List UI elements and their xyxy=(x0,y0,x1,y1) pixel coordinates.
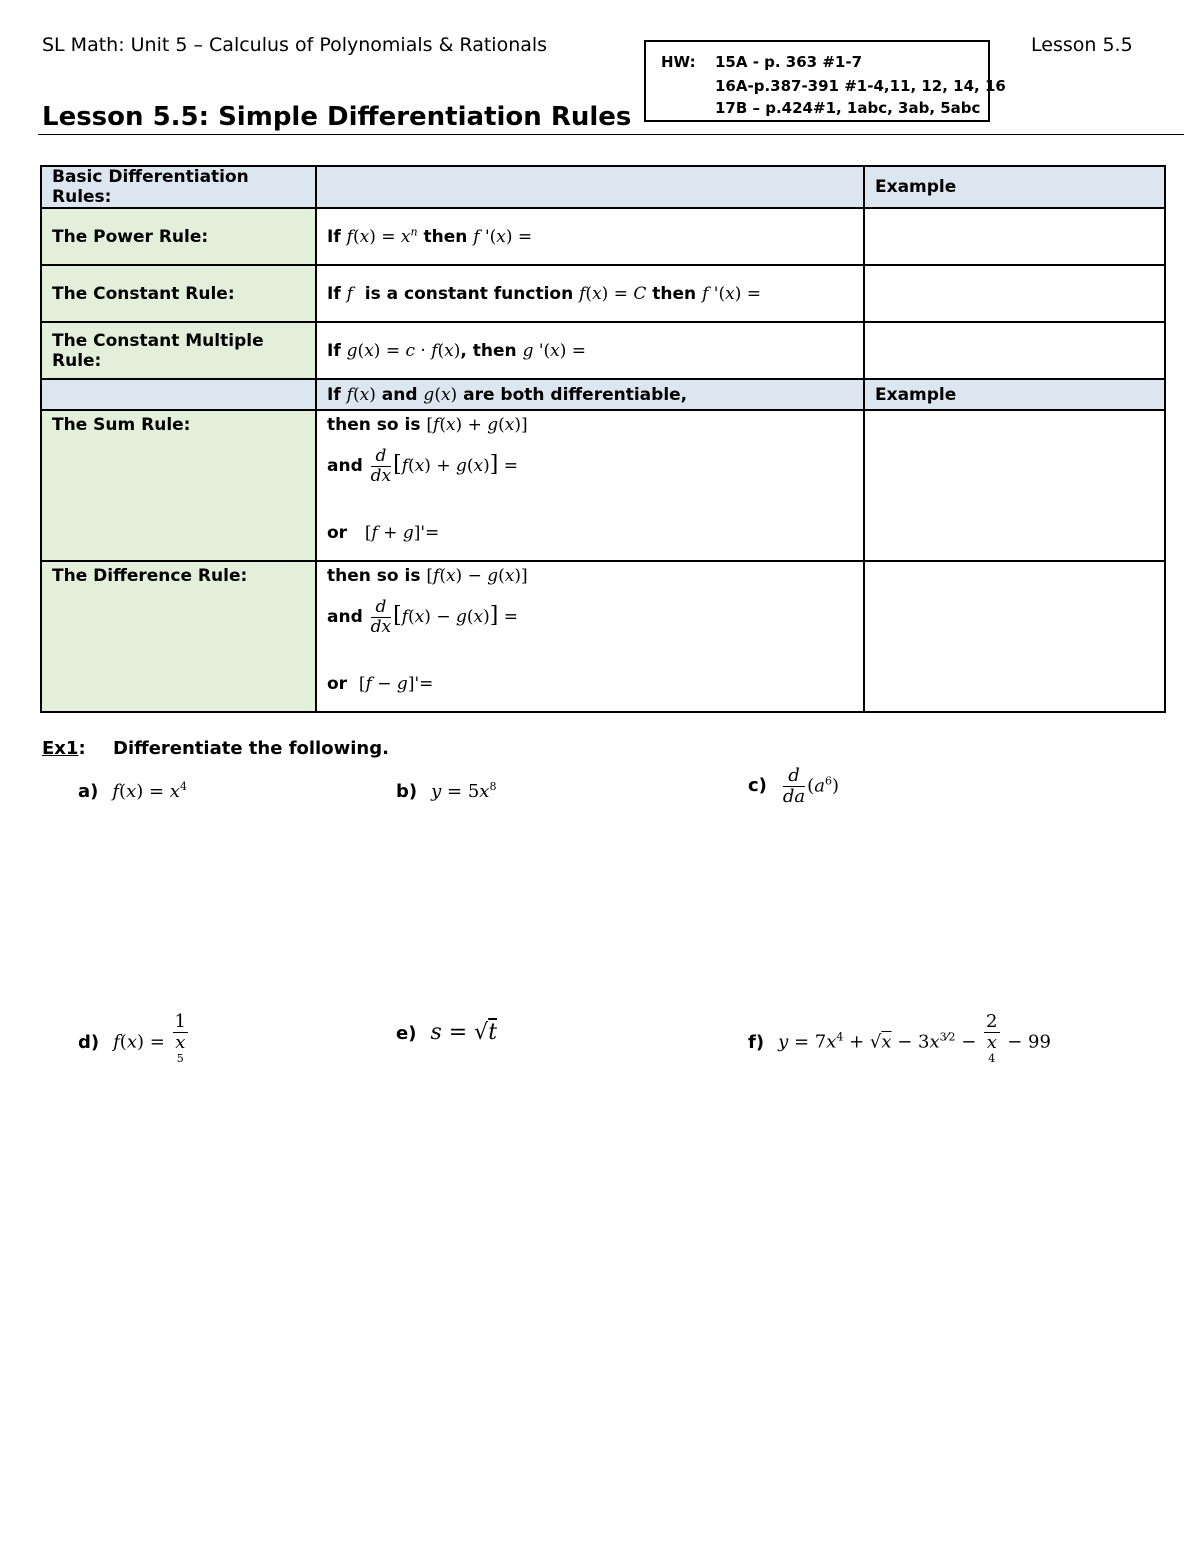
table-header-example: Example xyxy=(864,166,1165,208)
problem-b: b) $y = 5x^8$ xyxy=(396,780,497,802)
difference-rule-label: The Difference Rule: xyxy=(41,561,316,712)
then-so-is-text: then so is xyxy=(327,566,421,586)
or-text: or xyxy=(327,674,348,694)
if-text: If xyxy=(327,283,341,304)
problem-e: e) s = √t xyxy=(396,1020,498,1045)
constant-multiple-rule-cell: If g(x) = c · f(x), then g '(x) = xyxy=(316,322,864,379)
problem-d: d) f(x) = 1 x $^5$ xyxy=(78,1011,186,1065)
problem-a: a) $f(x) = x^4$ xyxy=(78,780,187,802)
rules-table xyxy=(40,165,1166,713)
then-so-is-text: then so is xyxy=(327,415,421,435)
table-header-row xyxy=(41,166,1165,208)
power-rule-cell: If $f(x) = x^n$ then f '(x) = xyxy=(316,208,864,265)
homework-box xyxy=(644,40,1006,122)
then-text: then xyxy=(652,283,697,304)
constant-rule-example xyxy=(864,265,1165,322)
constant-multiple-rule-example xyxy=(864,322,1165,379)
problem-label: c) xyxy=(748,775,767,797)
table-row xyxy=(41,265,1165,322)
table-row xyxy=(41,410,1165,561)
if-text: If xyxy=(327,384,341,405)
power-rule-example xyxy=(864,208,1165,265)
table-row xyxy=(41,208,1165,265)
then-text: then xyxy=(423,227,468,248)
or-text: or xyxy=(327,523,348,543)
differentiable-text: are both differentiable, xyxy=(463,384,688,405)
course-title: SL Math: Unit 5 – Calculus of Polynomials & Rationals xyxy=(42,34,548,56)
example-title-text: Ex1 xyxy=(42,738,79,759)
homework-label: HW: xyxy=(661,53,696,71)
table-header-blank xyxy=(316,166,864,208)
constant-rule-label: The Constant Rule: xyxy=(41,265,316,322)
problem-label: a) xyxy=(78,781,99,802)
subheader-differentiable: If f(x) and g(x) are both differentiable, xyxy=(316,379,864,410)
problem-label: b) xyxy=(396,781,418,802)
problem-label: f) xyxy=(748,1031,765,1053)
table-row xyxy=(41,561,1165,712)
table-row xyxy=(41,322,1165,379)
constant-multiple-rule-label: The Constant Multiple Rule: xyxy=(41,322,316,379)
sum-rule-example xyxy=(864,410,1165,561)
difference-rule-cell: then so is [f(x) − g(x)] and $\frac{d}{dx}$ [f(x) − g(x)] = or [f − g]'= xyxy=(316,561,864,712)
and-text: and xyxy=(327,607,363,628)
problem-f: f) $y = 7x^4 + √x - 3x^{3⁄2}$ − 2 x $^4$ − 99 xyxy=(748,1011,1051,1065)
table-header-rules: Basic Differentiation Rules: xyxy=(41,166,316,208)
homework-line: 16A-p.387-391 #1-4,11, 12, 14, 16 xyxy=(715,77,1006,95)
power-rule-label: The Power Rule: xyxy=(41,208,316,265)
homework-line: 17B – p.424#1, 1abc, 3ab, 5abc xyxy=(715,99,981,117)
sum-rule-label: The Sum Rule: xyxy=(41,410,316,561)
problem-label: e) xyxy=(396,1023,417,1044)
problem-c: c) $\frac{d}{da}$ $(a^6)$ xyxy=(748,765,839,807)
homework-line: 15A - p. 363 #1-7 xyxy=(715,53,863,71)
difference-rule-example xyxy=(864,561,1165,712)
constant-rule-cell: If f is a constant function f(x) = C then f '(x) = xyxy=(316,265,864,322)
lesson-number: Lesson 5.5 xyxy=(1031,34,1133,56)
subheader-example: Example xyxy=(864,379,1165,410)
subheader-blank xyxy=(41,379,316,410)
example-instruction: Differentiate the following. xyxy=(113,738,389,759)
example-title: Ex1: xyxy=(42,738,86,759)
problem-label: d) xyxy=(78,1031,100,1053)
if-text: If xyxy=(327,340,341,361)
comma-then-text: , then xyxy=(460,340,517,361)
page-title: Lesson 5.5: Simple Differentiation Rules xyxy=(42,102,632,132)
and-text: and xyxy=(327,456,363,477)
title-divider xyxy=(38,134,1184,135)
if-text: If xyxy=(327,227,341,248)
constant-fn-text: is a constant function xyxy=(364,283,574,304)
sum-rule-cell: then so is [f(x) + g(x)] and $\frac{d}{dx}$ [f(x) + g(x)] = or [f + g]'= xyxy=(316,410,864,561)
table-subheader-row xyxy=(41,379,1165,410)
